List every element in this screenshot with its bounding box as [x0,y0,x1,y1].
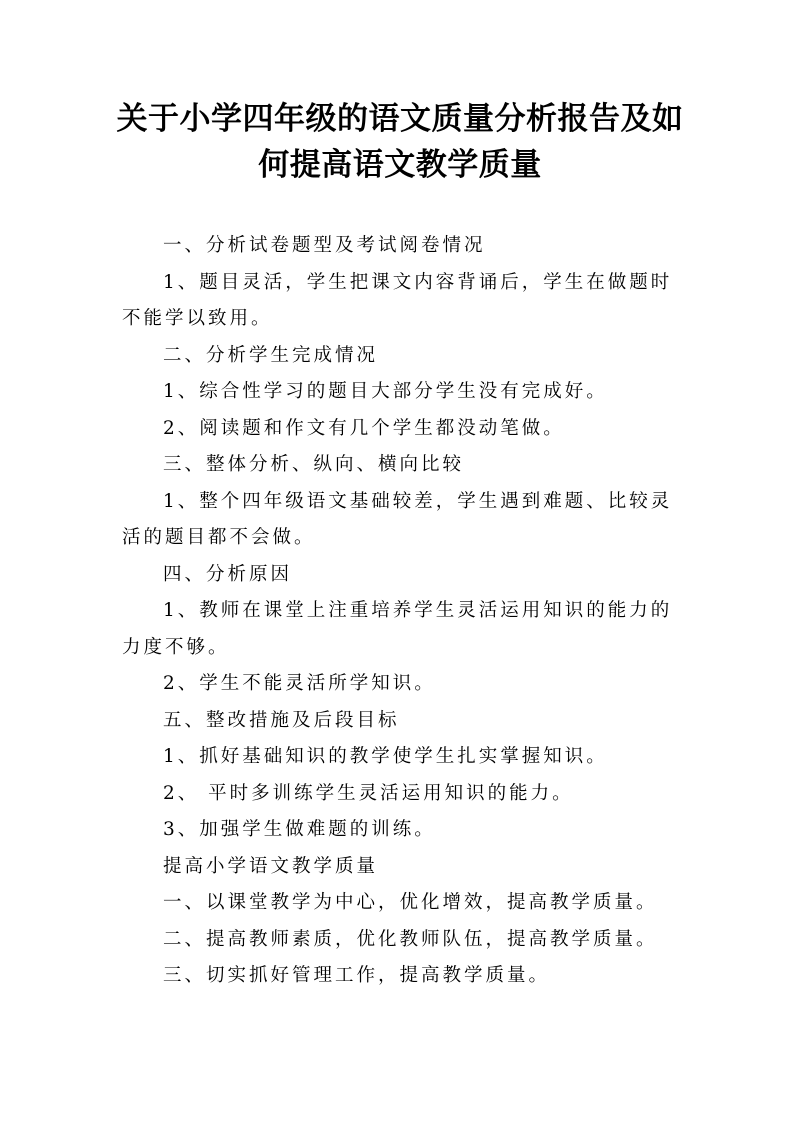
title-line-2: 何提高语文教学质量 [258,147,542,183]
paragraph: 1、整个四年级语文基础较差，学生遇到难题、比较灵活的题目都不会做。 [122,490,673,548]
paragraph: 2、 平时多训练学生灵活运用知识的能力。 [163,782,574,804]
document-title [100,96,700,188]
paragraph: 1、题目灵活，学生把课文内容背诵后，学生在做题时不能学以致用。 [122,271,673,329]
paragraph: 三、切实抓好管理工作，提高教学质量。 [163,965,551,986]
paragraph: 一、以课堂教学为中心，优化增效，提高教学质量。 [163,892,658,913]
section-heading-reasons: 四、分析原因 [163,563,293,585]
paragraph: 3、加强学生做难题的训练。 [163,819,436,840]
section-heading-analysis-paper: 一、分析试卷题型及考试阅卷情况 [163,235,486,256]
section-heading-measures: 五、整改措施及后段目标 [163,709,400,731]
paragraph: 1、教师在课堂上注重培养学生灵活运用知识的能力的力度不够。 [122,600,673,658]
paragraph: 二、提高教师素质，优化教师队伍，提高教学质量。 [163,928,658,950]
paragraph: 2、学生不能灵活所学知识。 [163,673,436,694]
paragraph: 1、抓好基础知识的教学使学生扎实掌握知识。 [163,746,608,767]
paragraph: 1、综合性学习的题目大部分学生没有完成好。 [163,381,608,402]
document-body [122,228,686,995]
title-line-1: 关于小学四年级的语文质量分析报告及如 [116,101,684,137]
section-heading-overall: 三、整体分析、纵向、横向比较 [163,454,465,475]
section-heading-improve-quality: 提高小学语文教学质量 [163,855,379,877]
paragraph: 2、阅读题和作文有几个学生都没动笔做。 [163,417,565,439]
section-heading-completion: 二、分析学生完成情况 [163,344,379,366]
